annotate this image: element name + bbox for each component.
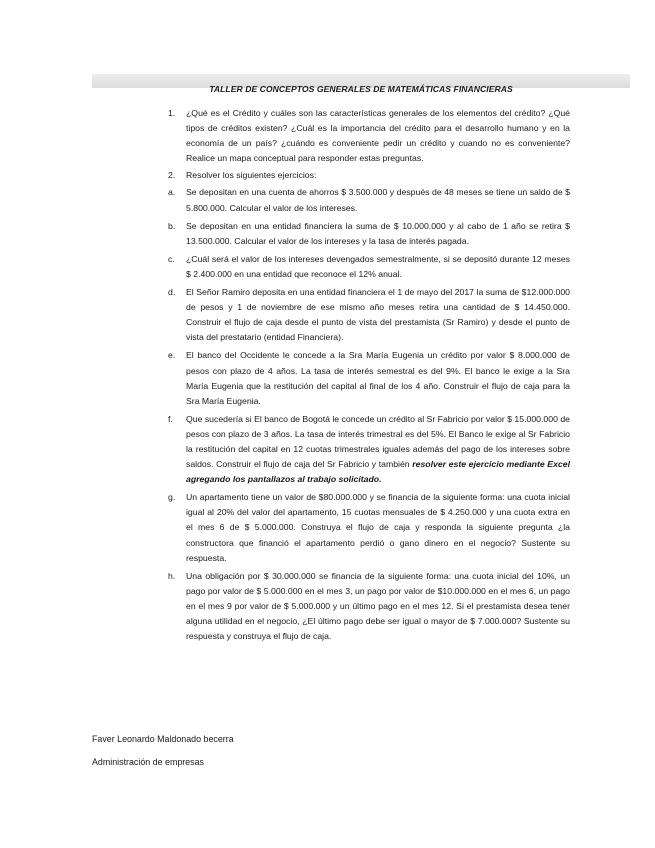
list-item-2 xyxy=(168,168,570,183)
list-item-g xyxy=(168,490,570,565)
author-name: Faver Leonardo Maldonado becerra xyxy=(92,734,234,744)
item-marker: g. xyxy=(168,492,176,503)
item-marker: e. xyxy=(168,350,176,361)
item-marker: c. xyxy=(168,253,175,264)
item-marker: 2. xyxy=(168,170,176,181)
program-name: Administración de empresas xyxy=(92,757,204,767)
item-text: Se depositan en una entidad financiera la suma de $ 10.000.000 y al cabo de 1 año se retira $ 13.500.000. Calcular el valor de los intereses y la tasa de interés pagada. xyxy=(186,220,570,246)
item-text: Se depositan en una cuenta de ahorros $ 3.500.000 y después de 48 meses se tiene un saldo de $ 5.800.000. Calcular el valor de los intereses. xyxy=(186,187,570,213)
question-list xyxy=(168,106,570,644)
list-item-h xyxy=(168,569,570,644)
list-item-1 xyxy=(168,106,570,166)
item-marker: h. xyxy=(168,570,176,581)
list-item-a xyxy=(168,185,570,215)
item-marker: b. xyxy=(168,220,176,231)
item-emphasis: resolver este ejercicio mediante Excel agregando los pantallazos al trabajo solicitado. xyxy=(186,459,570,485)
list-item-d xyxy=(168,285,570,345)
list-item-e xyxy=(168,348,570,408)
list-item-f xyxy=(168,412,570,487)
item-text: Un apartamento tiene un valor de $80.000.000 y se financia de la siguiente forma: una cuota inicial igual al 20% del valor del apartamento, 15 cuotas mensuales de $ 4.250.000 y una cuota extra en el mes 6 de $ 5.000.000. Construya el flujo de caja y responda la siguiente pregunta ¿la constructora que financió el apartamento perdió o gano dinero en el negocio? Sustente su respuesta. xyxy=(186,492,570,563)
list-item-b xyxy=(168,219,570,249)
item-text: Una obligación por $ 30.000.000 se financia de la siguiente forma: una cuota inicial del 10%, un pago por valor de $ 5.000.000 en el mes 3, un pago por valor de $10.000.000 en el mes 6, un pago en el mes 9 por valor de $ 5.000.000 y un último pago en el mes 12. Si el prestamista desea tener alguna utilidad en el negocio, ¿El último pago debe ser igual o mayor de $ 7.000.000? Sustente su respuesta y construya el flujo de caja. xyxy=(186,570,570,642)
item-text: ¿Qué es el Crédito y cuáles son las características generales de los elementos del crédito? ¿Qué tipos de créditos existen? ¿Cuál es la importancia del crédito para el desarrollo humano y en la economía de un país? ¿cuándo es conveniente pedir un crédito y cuando no es conveniente? Realice un mapa conceptual para responder estas preguntas. xyxy=(186,108,570,164)
item-marker: a. xyxy=(168,187,176,198)
list-item-c xyxy=(168,252,570,282)
item-marker: d. xyxy=(168,287,176,298)
item-text: ¿Cuál será el valor de los intereses devengados semestralmente, si se depositó durante 12 meses $ 2.400.000 en una entidad que reconoce el 12% anual. xyxy=(186,253,570,279)
item-text: Que sucedería si El banco de Bogotá le concede un crédito al Sr Fabricio por valor $ 15.000.000 de pesos con plazo de 3 años. La tasa de interés trimestral es del 5%. El Banco le exige al Sr Fabricio la restitución del capital en 12 cuotas trimestrales iguales además del pago de los intereses sobre saldos. Construir el flujo de caja del Sr Fabricio y también xyxy=(186,413,570,470)
item-marker: 1. xyxy=(168,108,176,118)
item-text: El Señor Ramiro deposita en una entidad financiera el 1 de mayo del 2017 la suma de $12.000.000 de pesos y 1 de noviembre de ese mismo año meses retira una cantidad de $ 14.450.000. Construir el flujo de caja desde el punto de vista del prestamista (Sr Ramiro) y desde el punto de vista del prestatario (entidad Financiera). xyxy=(186,287,570,343)
item-marker: f. xyxy=(168,413,173,424)
item-text: Resolver los siguientes ejercicios: xyxy=(186,170,317,181)
item-text: El banco del Occidente le concede a la Sra María Eugenia un crédito por valor $ 8.000.000 de pesos con plazo de 4 años. La tasa de interés semestral es del 9%. El banco le exige a la Sra María Eugenia que la restitución del capital al final de los 4 año. Construir el flujo de caja para la Sra María Eugenia. xyxy=(186,350,570,406)
document-title: TALLER DE CONCEPTOS GENERALES DE MATEMÁTICAS FINANCIERAS xyxy=(209,84,513,94)
